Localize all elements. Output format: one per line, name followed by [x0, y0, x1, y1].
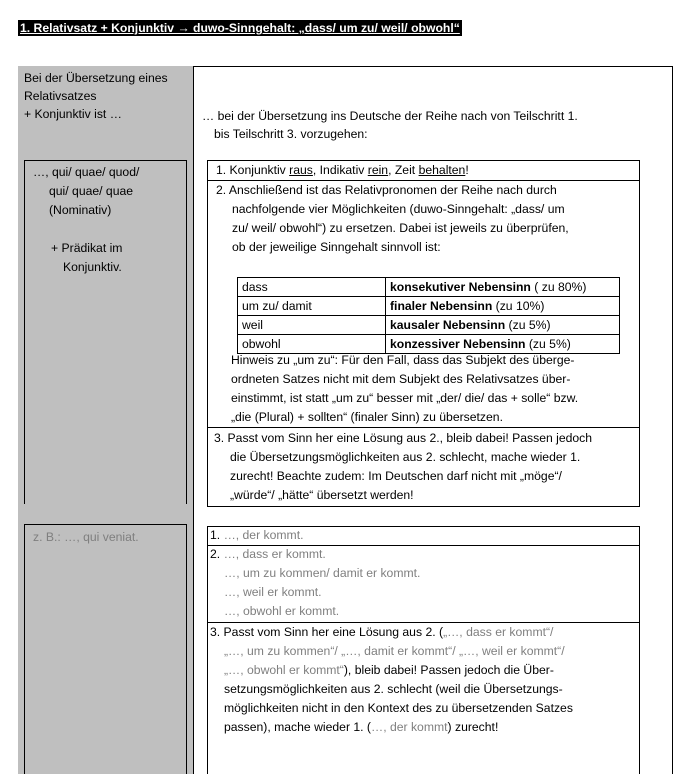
meaning-kind: kausaler Nebensinn	[390, 317, 506, 332]
meaning-word: obwohl	[238, 335, 386, 354]
rule-left-line: Konjunktiv.	[63, 260, 122, 274]
step-2-line: ob der jeweilige Sinngehalt sinnvoll ist:	[232, 240, 441, 254]
step-2-line: zu/ weil/ obwohl“) zu ersetzen. Dabei ist jeweils zu überprüfen,	[232, 221, 569, 235]
intro-left-line: Relativsatzes	[24, 89, 97, 103]
meaning-kind: finaler Nebensinn	[390, 298, 493, 313]
rule-left-line: (Nominativ)	[49, 203, 112, 217]
meaning-share: ( zu 80%)	[530, 279, 587, 294]
hint-line: einstimmt, ist statt „um zu“ besser mit „der/ die/ das + solle“ bzw.	[231, 391, 579, 405]
rule-left-line: …, qui/ quae/ quod/	[33, 165, 140, 179]
step-2	[208, 181, 639, 428]
meaning-share: (zu 5%)	[525, 336, 571, 351]
meaning-table	[237, 277, 620, 354]
intro-left-line: Bei der Übersetzung eines	[24, 71, 168, 85]
section-heading: 1. Relativsatz + Konjunktiv → duwo-Sinngehalt: „dass/ um zu/ weil/ obwohl“	[20, 21, 460, 35]
meaning-row	[238, 278, 620, 297]
meaning-share: (zu 10%)	[492, 298, 545, 313]
rule-left-box	[24, 160, 187, 504]
hint-line: „die (Plural) + sollten“ (finaler Sinn) zu übersetzen.	[231, 410, 503, 424]
rule-steps-box	[207, 160, 640, 507]
step-3-line: „würde“/ „hätte“ übersetzt werden!	[230, 488, 414, 502]
example-steps-box	[207, 526, 640, 774]
step-2-line: 2. Anschließend ist das Relativpronomen der Reihe nach durch	[216, 183, 557, 197]
step-3-line: 3. Passt vom Sinn her eine Lösung aus 2., bleib dabei! Passen jedoch	[214, 431, 593, 445]
meaning-kind: konzessiver Nebensinn	[390, 336, 526, 351]
meaning-word: dass	[238, 278, 386, 297]
intro-left	[18, 66, 193, 144]
example-label: z. B.: …, qui veniat.	[33, 530, 139, 544]
step-2-line: nachfolgende vier Möglichkeiten (duwo-Sinngehalt: „dass/ um	[232, 202, 565, 216]
hint	[231, 351, 633, 427]
rule-left-line: + Prädikat im	[51, 241, 123, 255]
meaning-word: um zu/ damit	[238, 297, 386, 316]
intro-right-line: … bei der Übersetzung ins Deutsche der Reihe nach von Teilschritt 1.	[202, 109, 578, 123]
meaning-row	[238, 297, 620, 316]
example-3: 3. Passt vom Sinn her eine Lösung aus 2. („…, dass er kommt“/ „…, um zu kommen“/ „…, damit er kommt“/ „…, weil er kommt“/ „…, obwohl er kommt“), bleib dabei! Passen jedoch die Über- setzungsmöglichkeiten aus 2. schlecht (weil die Übersetzungs- möglichkeiten nicht in den Kontext des zu übersetzenden Satzes passen), mache wieder 1. (…, der kommt) zurecht!	[210, 625, 573, 734]
step-3	[208, 428, 639, 508]
hint-line: Hinweis zu „um zu“: Für den Fall, dass das Subjekt des überge-	[231, 353, 575, 367]
example-left-box	[24, 524, 187, 774]
hint-line: ordneten Satzes nicht mit dem Subjekt des Relativsatzes über-	[231, 372, 571, 386]
step-1: 1. Konjunktiv raus, Indikativ rein, Zeit behalten!	[208, 161, 639, 181]
example-2: 2. …, dass er kommt. …, um zu kommen/ damit er kommt. …, weil er kommt. …, obwohl er kommt.	[208, 546, 639, 623]
example-1: 1. …, der kommt.	[208, 527, 639, 546]
meaning-kind: konsekutiver Nebensinn	[390, 279, 531, 294]
intro-right	[200, 107, 662, 143]
intro-right-line: bis Teilschritt 3. vorzugehen:	[214, 127, 368, 141]
intro-left-line: + Konjunktiv ist …	[24, 107, 122, 121]
meaning-row	[238, 316, 620, 335]
step-3-line: die Übersetzungsmöglichkeiten aus 2. schlecht, mache wieder 1.	[230, 450, 581, 464]
step-3-line: zurecht! Beachte zudem: Im Deutschen darf nicht mit „möge“/	[230, 469, 562, 483]
meaning-word: weil	[238, 316, 386, 335]
meaning-share: (zu 5%)	[505, 317, 551, 332]
rule-left-line: qui/ quae/ quae	[49, 184, 134, 198]
